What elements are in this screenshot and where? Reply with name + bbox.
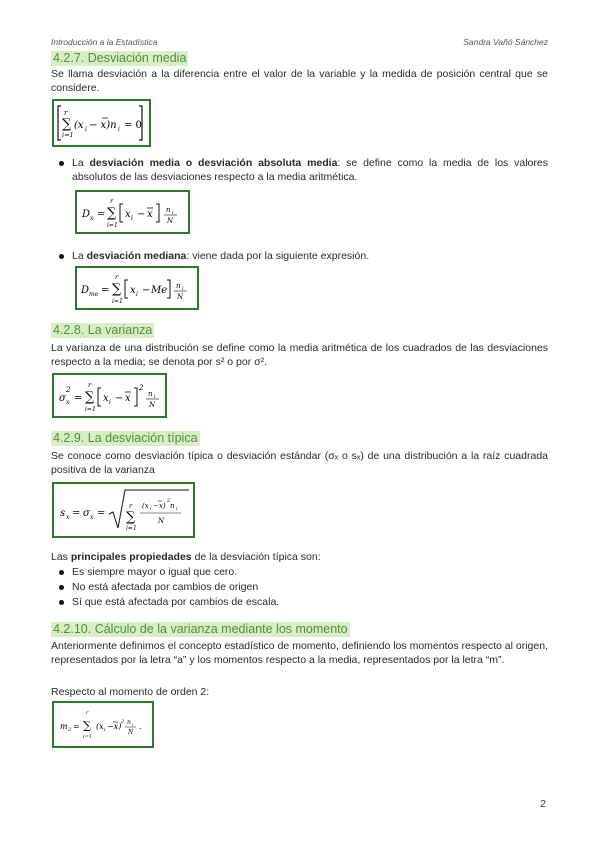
- propiedad-1: Es siempre mayor o igual que cero.: [72, 566, 238, 578]
- svg-text:i=1: i=1: [61, 131, 74, 139]
- bullet-dot: [59, 585, 64, 590]
- svg-text:−: −: [114, 392, 123, 404]
- svg-text:x: x: [130, 285, 136, 296]
- svg-text:(x: (x: [141, 502, 149, 510]
- svg-text:−x): −x): [107, 721, 122, 731]
- svg-text:=: =: [96, 209, 105, 220]
- desviacion-tipica-text: Se conoce como desviación típica o desviación estándar (σₓ o sₓ) de una distribución a la raíz cuadrada positiva de la varianza: [51, 450, 548, 476]
- svg-text:= 0: = 0: [123, 120, 142, 131]
- svg-text:.: .: [139, 721, 142, 731]
- header-left: Introducción a la Estadística: [51, 37, 158, 47]
- bullet-desviacion-media: La desviación media o desviación absoluta media: se define como la media de los valores absolutos de las desviaciones respecto a la media aritmética.: [72, 157, 548, 183]
- section-title-4-2-9: 4.2.9. La desviación típica: [53, 431, 198, 445]
- svg-text:x: x: [124, 209, 131, 220]
- svg-text:2: 2: [68, 726, 72, 733]
- bullet-dot: [59, 570, 64, 575]
- bullet-desviacion-mediana: La desviación mediana: viene dada por la siguiente expresión.: [72, 250, 370, 262]
- varianza-text: La varianza de una distribución se define como la media aritmética de los cuadrados de las desviaciones respecto a la media; se denota por s² o por σ².: [51, 342, 548, 368]
- svg-text:i=1: i=1: [112, 298, 123, 305]
- svg-text:n: n: [147, 389, 153, 398]
- svg-text:i=1: i=1: [106, 222, 118, 229]
- svg-text:(x: (x: [96, 721, 104, 731]
- svg-text:x: x: [65, 398, 69, 406]
- svg-text:i=1: i=1: [83, 733, 92, 740]
- svg-text:s: s: [59, 508, 65, 519]
- svg-text:Me: Me: [151, 285, 168, 296]
- svg-text:i: i: [153, 393, 156, 400]
- bullet-dot: [59, 161, 64, 166]
- section-title-4-2-7: 4.2.7. Desviación media: [53, 51, 187, 65]
- svg-text:m: m: [60, 721, 68, 731]
- svg-text:i=1: i=1: [125, 525, 137, 532]
- svg-text:x: x: [65, 514, 69, 521]
- bullet-dot: [59, 254, 64, 259]
- svg-text:N: N: [166, 217, 173, 225]
- svg-text:=: =: [101, 285, 110, 296]
- header-right: Sandra Vañó Sánchez: [463, 37, 548, 47]
- svg-text:i: i: [182, 286, 184, 292]
- svg-text:=: =: [71, 508, 80, 519]
- svg-text:−: −: [142, 285, 151, 296]
- svg-text:n: n: [127, 718, 131, 726]
- formula-desviacion-mediana: [75, 266, 199, 310]
- propiedad-2: No está afectada por cambios de origen: [72, 581, 259, 593]
- svg-text:r: r: [115, 273, 119, 281]
- momentos-text: Anteriormente definimos el concepto estadístico de momento, definiendo los momentos respecto al origen, representados por la letra “a” y los momentos respecto a la media, representados por la letra “m”.: [51, 640, 548, 666]
- svg-text:r: r: [63, 109, 67, 117]
- svg-text:i: i: [84, 126, 87, 133]
- svg-text:i: i: [130, 215, 133, 222]
- bullet-dot: [59, 600, 64, 605]
- svg-text:σ: σ: [82, 508, 90, 519]
- svg-text:x: x: [124, 392, 131, 404]
- svg-text:x: x: [102, 392, 109, 404]
- svg-text:D: D: [81, 209, 90, 220]
- formula-varianza: [52, 373, 167, 418]
- svg-text:−x): −x): [152, 502, 166, 510]
- svg-text:∑: ∑: [83, 718, 91, 732]
- svg-text:n: n: [169, 502, 175, 510]
- svg-text:2: 2: [121, 718, 125, 725]
- svg-text:∑: ∑: [61, 117, 71, 132]
- svg-text:=: =: [96, 508, 105, 519]
- svg-text:i=1: i=1: [84, 405, 96, 413]
- propiedad-3: Sí que está afectada por cambios de escala.: [72, 596, 280, 608]
- svg-text:=: =: [73, 392, 82, 404]
- svg-text:∑: ∑: [84, 389, 94, 405]
- svg-text:σ: σ: [58, 392, 66, 404]
- svg-text:2: 2: [65, 385, 70, 394]
- svg-text:i: i: [117, 126, 120, 133]
- svg-text:x: x: [89, 514, 93, 521]
- svg-text:2: 2: [138, 383, 143, 392]
- svg-text:D: D: [81, 285, 90, 296]
- svg-text:i: i: [136, 291, 138, 298]
- svg-text:∑: ∑: [125, 510, 135, 525]
- svg-text:r: r: [86, 709, 89, 716]
- formula-desviacion-media: [75, 190, 190, 234]
- svg-text:i: i: [108, 398, 111, 406]
- svg-text:N: N: [128, 728, 134, 736]
- formula-momento-orden-2: [52, 701, 154, 748]
- section-title-4-2-8: 4.2.8. La varianza: [53, 323, 153, 337]
- svg-text:me: me: [89, 291, 99, 298]
- svg-text:n: n: [176, 282, 181, 290]
- svg-text:∑: ∑: [106, 206, 116, 221]
- svg-text:−: −: [136, 209, 145, 220]
- formula-deviation-sum: [52, 99, 151, 147]
- svg-text:N: N: [148, 400, 155, 409]
- svg-text:r: r: [128, 502, 132, 510]
- svg-text:(x: (x: [73, 120, 84, 131]
- svg-text:=: =: [73, 721, 80, 731]
- svg-text:r: r: [87, 380, 91, 389]
- svg-text:N: N: [177, 293, 184, 301]
- svg-text:∑: ∑: [112, 282, 122, 297]
- svg-text:N: N: [157, 517, 164, 525]
- formula-desviacion-tipica: [52, 482, 195, 538]
- deviation-intro: Se llama desviación a la diferencia entre el valor de la variable y la medida de posición central que se considere.: [51, 68, 548, 94]
- svg-text:i: i: [104, 726, 106, 733]
- propiedades-intro: Las principales propiedades de la desviación típica son:: [51, 551, 321, 563]
- svg-text:i: i: [149, 506, 152, 512]
- svg-text:i: i: [175, 506, 178, 512]
- svg-text:i: i: [171, 210, 174, 216]
- section-title-4-2-10: 4.2.10. Cálculo de la varianza mediante los momento: [53, 622, 348, 636]
- svg-text:− x)n: − x)n: [88, 120, 117, 131]
- svg-text:2: 2: [166, 498, 170, 504]
- svg-text:x: x: [146, 209, 153, 220]
- orden2-text: Respecto al momento de orden 2:: [51, 686, 210, 698]
- page-number: 2: [540, 798, 546, 810]
- svg-text:r: r: [109, 197, 113, 205]
- svg-text:n: n: [165, 206, 171, 214]
- svg-text:i: i: [132, 721, 134, 727]
- svg-text:x: x: [89, 215, 93, 222]
